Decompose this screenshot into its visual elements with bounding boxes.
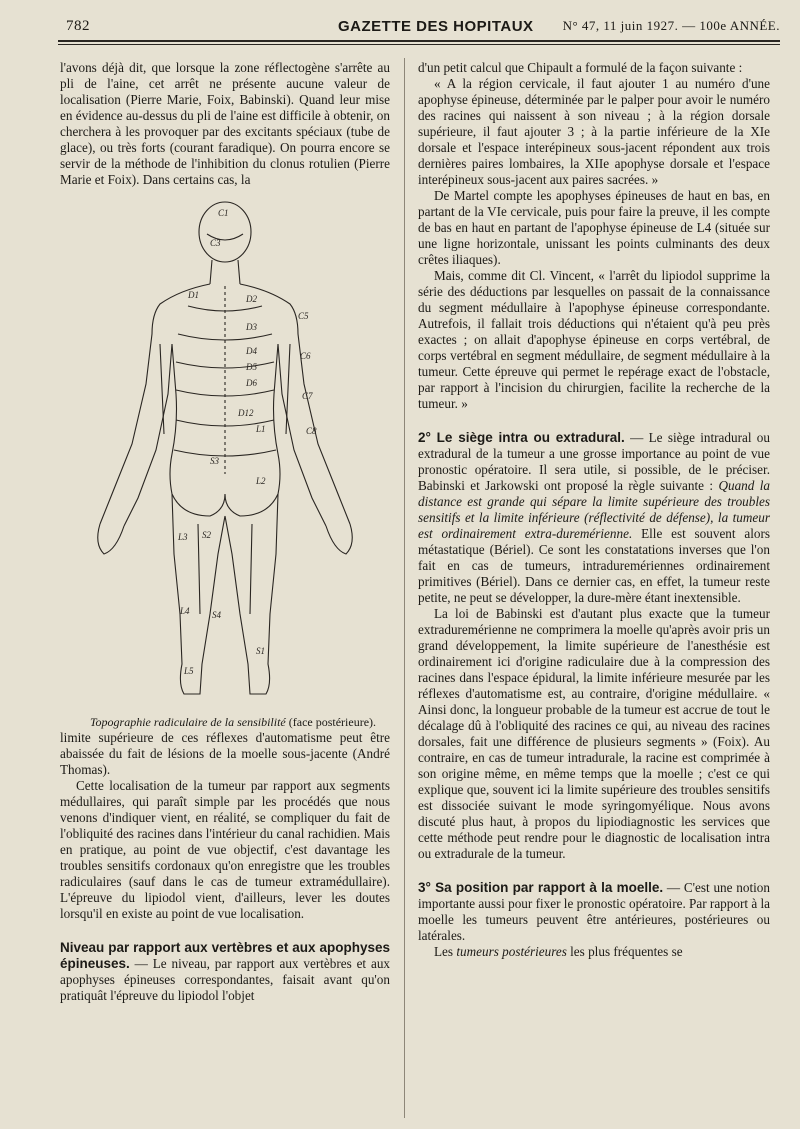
header-rule	[58, 40, 780, 42]
label: D2	[246, 294, 257, 304]
label: D5	[246, 362, 257, 372]
right-column	[418, 60, 770, 960]
paragraph: Mais, comme dit Cl. Vincent, « l'arrêt du lipiodol supprime la série des déductions par lesquelles on passait de la connaissance du segment médullaire à l'apophyse épineuse correspondante. Autrefois, il fallait trois déductions qui n'étaient qu'à peu près exactes ; on allait d'apophyse épineuse en corps vertébral, de corps vertébral en segment médullaire, de segment médullaire à la tumeur. Cette épreuve qui permet le repérage exact de l'obstacle, par rapport à l'incision du chirurgien, facilite la recherche de la tumeur. »	[418, 268, 770, 411]
section-heading: 2° Le siège intra ou extradural.	[418, 430, 625, 445]
page-header	[60, 14, 780, 40]
right-hand	[326, 524, 352, 554]
torso-left	[170, 344, 177, 494]
paragraph	[418, 944, 770, 960]
label: S4	[212, 610, 221, 620]
page-number: 782	[66, 18, 90, 34]
body-outline-figure	[60, 194, 390, 714]
paragraph: limite supérieure de ces réflexes d'automatisme peut être abaissée du fait de lésions de la moelle sous-jacente (André Thomas).	[60, 730, 390, 777]
paragraph: l'avons déjà dit, que lorsque la zone réflectogène s'arrête au pli de l'aine, cet arrêt ne présente aucune valeur de localisation (Pierre Marie, Foix, Babinski). Quand leur mise en évidence au-dessus du pli de l'aine est difficile à obtenir, on cherchera à les provoquer par des excitants spéciaux (tube de glace), ou très forts (courant faradique). On pourra encore se servir de la méthode de l'inhibition du clonus rotulien (Pierre Marie et Foix). Dans certains cas, la	[60, 60, 390, 187]
right-arm-outer	[240, 284, 350, 524]
label: C1	[218, 208, 229, 218]
label: C7	[302, 391, 313, 401]
label: D6	[246, 378, 257, 388]
figure-sensory-topography	[60, 194, 390, 714]
left-column	[60, 60, 390, 1004]
label: L2	[256, 476, 266, 486]
torso-right	[274, 344, 281, 494]
buttocks	[172, 494, 278, 516]
header-rule-thin	[58, 44, 780, 45]
figure-caption	[60, 714, 390, 730]
label: D4	[246, 346, 257, 356]
section-text: — C'est une notion importante aussi pour fixer le pronostic opératoire. Par rapport à la moelle les tumeurs peuvent être antérieures, postérieures ou latérales.	[418, 880, 770, 943]
caption-text: Topographie radiculaire de la sensibilité	[89, 715, 286, 729]
label: D1	[188, 290, 199, 300]
label: D12	[238, 408, 254, 418]
text-run: les plus fréquentes se	[570, 944, 683, 959]
label: S2	[202, 530, 211, 540]
label: L4	[180, 606, 190, 616]
text-run: Les	[434, 944, 454, 959]
section-heading: 3° Sa position par rapport à la moelle.	[418, 880, 664, 895]
section-text: — Le siège intradural ou extradural de la tumeur a une grosse importance au point de vue pronostic opératoire. Il sera utile, si possible, de le préciser. Babinski et Jarkowski ont proposé la règle suivante :	[418, 430, 770, 493]
label: D3	[246, 322, 257, 332]
label: C5	[298, 311, 309, 321]
left-arm-outer	[100, 284, 210, 524]
section-heading: Niveau par rapport aux vertèbres et aux apophyses épineuses.	[60, 940, 390, 971]
label: L1	[256, 424, 266, 434]
label: C3	[210, 238, 221, 248]
caption-suffix: (face postérieure).	[288, 715, 377, 729]
label: C6	[300, 351, 311, 361]
journal-title: GAZETTE DES HOPITAUX	[338, 18, 534, 35]
section-text: — Le niveau, par rapport aux vertèbres et aux apophyses épineuses correspondantes, faisait avant qu'on pratiquât l'épreuve du lipiodol l'objet	[60, 956, 391, 1003]
left-hand	[98, 524, 124, 554]
label: S3	[210, 456, 219, 466]
neck-outline	[210, 260, 240, 284]
paragraph: De Martel compte les apophyses épineuses de haut en bas, en partant de la VIe cervicale, puis pour faire la preuve, il les compte de bas en haut en partant de l'apophyse épineuse de L4 (située sur une ligne horizontale, unissant les points culminants des deux crêtes iliaques).	[418, 188, 770, 267]
column-divider	[404, 58, 405, 1118]
label: S1	[256, 646, 265, 656]
quote-paragraph: « A la région cervicale, il faut ajouter 1 au numéro d'une apophyse épineuse, déterminée par le palper pour avoir le numéro des racines qui naissent à son niveau ; à la région dorsale supérieure, il faut ajouter 3 ; à la partie inférieure de la XIe dorsale et l'espace interépineux sous-jacent répondent aux trois dernières paires lombaires, la XIIe apophyse dorsale et l'espace interépineux sous-jacent aux paires sacrées. »	[418, 76, 770, 187]
emphasis-text: Quand la distance est grande qui sépare la limite supérieure des troubles sensitifs et la limite inférieure (réflectivité de défense), la tumeur est ordinairement extra-duremérienne.	[418, 478, 770, 541]
paragraph: d'un petit calcul que Chipault a formulé de la façon suivante :	[418, 60, 743, 75]
section-text: Elle est souvent alors métastatique (Bériel). Ce sont les constatations inverses que l'on fait en cas de tumeurs, intraduremériennes ordinairement primitives (Bériel). Dans ce dernier cas, en effet, la tumeur reste petite, ne peut se développer, la dure-mère étant inextensible.	[418, 526, 770, 605]
paragraph: La loi de Babinski est d'autant plus exacte que la tumeur extraduremérienne ne comprimera la moelle qu'après avoir pris un grand développement, la limite supérieure de l'anesthésie est ordinairement ici d'origine radiculaire due à la compression des racines dans l'espace épidural, la limite inférieure mesurée par les réflexes d'automatisme est, au contraire, d'origine médullaire. « Ainsi donc, la longueur probable de la tumeur est accrue de tout le décalage dû à l'obliquité des racines ce qui, au niveau des racines dorsales, fait une différence de plusieurs segments » (Foix). Au contraire, en cas de tumeur intradurale, la racine est comprimée à son origine même, en même temps que la moelle ; c'est ce qui explique que, souvent ici la limite supérieure des troubles sensitifs est dissociée suivant le mode syringomyélique. Nous avons discuté plus haut, à propos du lipiodiagnostic les services que cette méthode peut rendre pour le diagnostic de localisation intra ou extradurale de la tumeur.	[418, 606, 770, 861]
label: L5	[184, 666, 194, 676]
paragraph: Cette localisation de la tumeur par rapport aux segments médullaires, qui paraît simple par les procédés que nous venons d'indiquer vient, en réalité, se compliquer du fait de l'obliquité des racines dans l'intérieur du canal rachidien. Mais en pratique, au point de vue objectif, c'est davantage les troubles sensitifs cordonaux qu'on enregistre que les troubles radiculaires (sauf dans le cas de tumeur extramédullaire). L'épreuve du lipiodol vient, d'ailleurs, lever les doutes lorsqu'il en existe au point de vue localisation.	[60, 778, 390, 921]
label: C8	[306, 426, 317, 436]
emphasis-text: tumeurs postérieures	[456, 944, 567, 959]
issue-info: N° 47, 11 juin 1927. — 100e ANNÉE.	[562, 18, 780, 33]
label: L3	[178, 532, 188, 542]
